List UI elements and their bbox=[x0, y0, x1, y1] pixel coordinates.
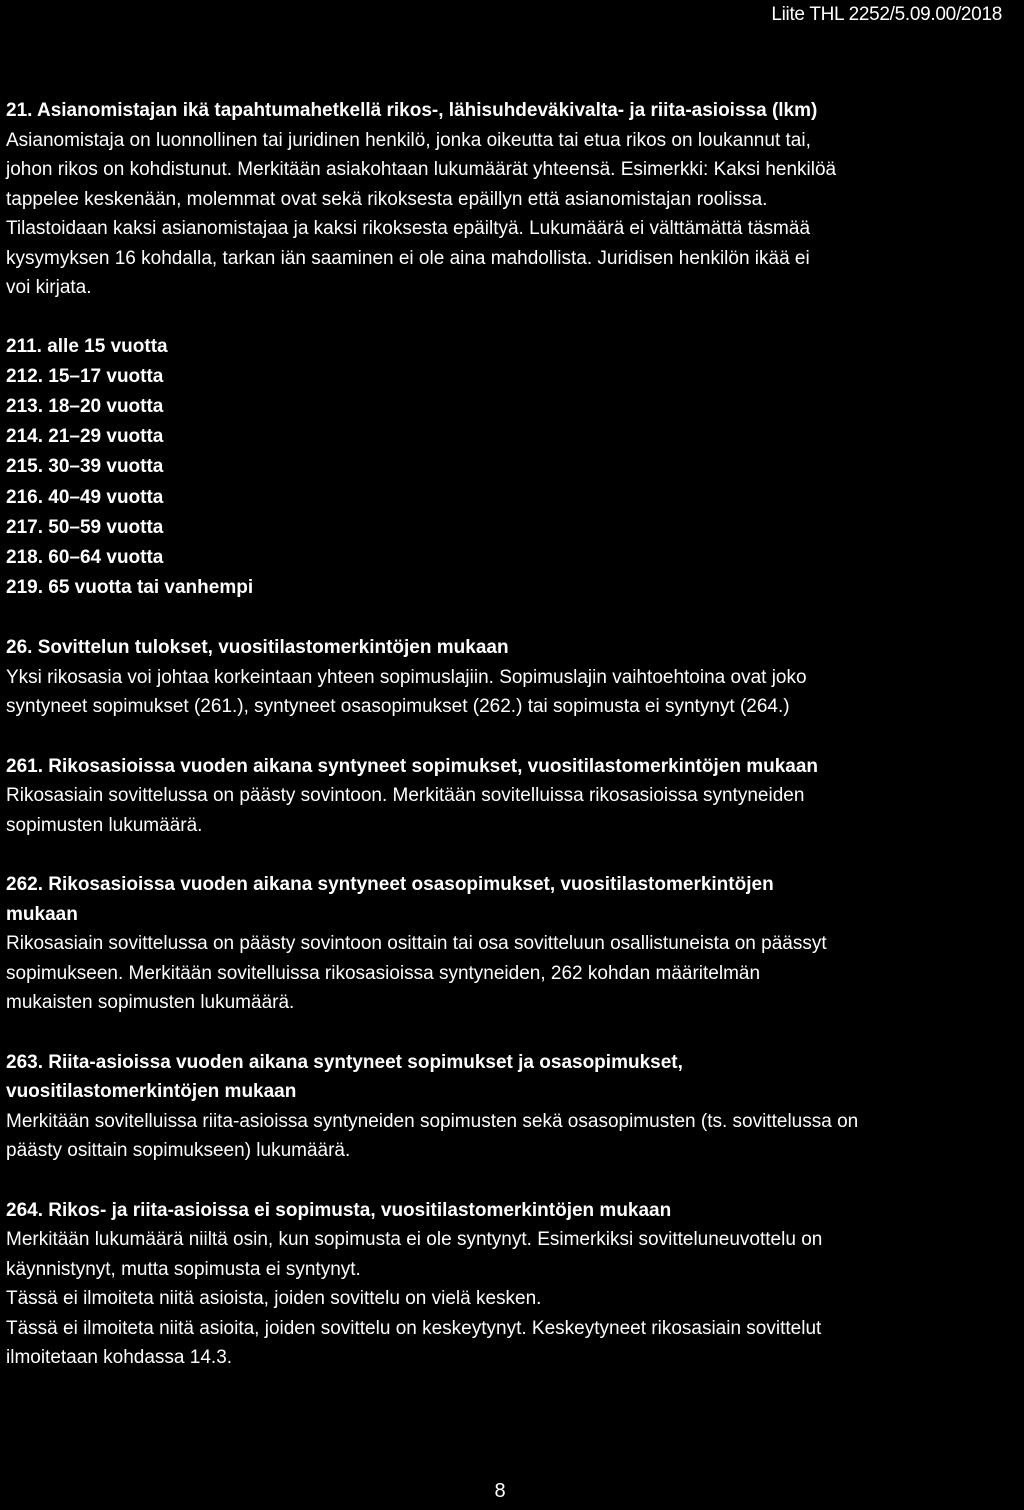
text-line: Asianomistaja on luonnollinen tai juridinen henkilö, jonka oikeutta tai etua rikos on loukannut tai, bbox=[6, 129, 811, 151]
section-262-title bbox=[6, 870, 1020, 929]
text-line: sopimusten lukumäärä. bbox=[6, 814, 203, 836]
section-21-title: 21. Asianomistajan ikä tapahtumahetkellä rikos-, lähisuhdeväkivalta- ja riita-asioissa (lkm) bbox=[6, 100, 818, 121]
text-line: sopimukseen. Merkitään sovitelluissa rikosasioissa syntyneiden, 262 kohdan määritelmän bbox=[6, 962, 761, 984]
list-item: 218. 60–64 vuotta bbox=[6, 546, 164, 568]
list-item: 216. 40–49 vuotta bbox=[6, 486, 164, 508]
list-item: 219. 65 vuotta tai vanhempi bbox=[6, 577, 254, 599]
spacer bbox=[6, 603, 1020, 633]
text-line: tappelee keskenään, molemmat ovat sekä rikoksesta epäillyn että asianomistajan roolissa. bbox=[6, 188, 768, 210]
list-item: 213. 18–20 vuotta bbox=[6, 395, 164, 417]
section-26 bbox=[6, 633, 1020, 722]
list-item: 215. 30–39 vuotta bbox=[6, 456, 164, 478]
text-line: Tässä ei ilmoiteta niitä asioita, joiden sovittelu on keskeytynyt. Keskeytyneet rikosasiain sovittelut bbox=[6, 1317, 822, 1339]
section-264-description bbox=[6, 1225, 1020, 1373]
text-line: Tässä ei ilmoiteta niitä asioista, joiden sovittelu on vielä kesken. bbox=[6, 1288, 542, 1310]
text-line: päästy osittain sopimukseen) lukumäärä. bbox=[6, 1140, 351, 1162]
section-21-description bbox=[6, 126, 1020, 303]
spacer bbox=[6, 722, 1020, 752]
list-item: 211. alle 15 vuotta bbox=[6, 335, 168, 357]
text-line: johon rikos on kohdistunut. Merkitään asiakohtaan lukumäärät yhteensä. Esimerkki: Kaksi henkilöä bbox=[6, 159, 837, 180]
title-line: mukaan bbox=[6, 903, 78, 925]
document-reference: Liite THL 2252/5.09.00/2018 bbox=[771, 4, 1002, 25]
text-line: Tilastoidaan kaksi asianomistajaa ja kaksi rikoksesta epäiltyä. Lukumäärä ei välttämättä täsmää bbox=[6, 218, 811, 239]
section-261-description bbox=[6, 781, 1020, 840]
text-line: käynnistynyt, mutta sopimusta ei syntynyt. bbox=[6, 1258, 361, 1280]
text-line: kysymyksen 16 kohdalla, tarkan iän saaminen ei ole aina mahdollista. Juridisen henkilön ikää ei bbox=[6, 247, 810, 269]
section-263-description bbox=[6, 1107, 1020, 1166]
spacer bbox=[6, 840, 1020, 870]
section-26-title: 26. Sovittelun tulokset, vuositilastomerkintöjen mukaan bbox=[6, 637, 509, 659]
text-line: Yksi rikosasia voi johtaa korkeintaan yhteen sopimuslajiin. Sopimuslajin vaihtoehtoina ovat joko bbox=[6, 666, 807, 688]
list-item: 212. 15–17 vuotta bbox=[6, 365, 164, 387]
title-line: vuositilastomerkintöjen mukaan bbox=[6, 1081, 297, 1103]
section-263 bbox=[6, 1048, 1020, 1166]
section-21 bbox=[6, 96, 1020, 603]
text-line: syntyneet sopimukset (261.), syntyneet osasopimukset (262.) tai sopimusta ei syntynyt (264.) bbox=[6, 696, 790, 718]
page-number: 8 bbox=[494, 1480, 506, 1502]
section-264 bbox=[6, 1196, 1020, 1373]
section-264-title: 264. Rikos- ja riita-asioissa ei sopimusta, vuositilastomerkintöjen mukaan bbox=[6, 1199, 672, 1221]
text-line: Merkitään lukumäärä niiltä osin, kun sopimusta ei ole syntynyt. Esimerkiksi sovitteluneuvottelu on bbox=[6, 1229, 823, 1251]
text-line: Rikosasiain sovittelussa on päästy sovintoon. Merkitään sovitelluissa rikosasioissa syntyneiden bbox=[6, 785, 805, 807]
text-line: mukaisten sopimusten lukumäärä. bbox=[6, 992, 295, 1014]
section-263-title bbox=[6, 1048, 1020, 1107]
text-line: Rikosasiain sovittelussa on päästy sovintoon osittain tai osa sovitteluun osallistuneista on päässyt bbox=[6, 933, 827, 955]
text-line: ilmoitetaan kohdassa 14.3. bbox=[6, 1347, 233, 1369]
section-261 bbox=[6, 752, 1020, 841]
age-category-list bbox=[6, 332, 1020, 604]
text-line: voi kirjata. bbox=[6, 277, 92, 298]
spacer bbox=[6, 1018, 1020, 1048]
section-262 bbox=[6, 870, 1020, 1018]
title-line: 263. Riita-asioissa vuoden aikana syntyneet sopimukset ja osasopimukset, bbox=[6, 1051, 683, 1073]
list-item: 217. 50–59 vuotta bbox=[6, 516, 164, 538]
spacer bbox=[6, 1166, 1020, 1196]
title-line: 262. Rikosasioissa vuoden aikana syntyneet osasopimukset, vuositilastomerkintöjen bbox=[6, 874, 774, 896]
text-line: Merkitään sovitelluissa riita-asioissa syntyneiden sopimusten sekä osasopimusten (ts. sovittelussa on bbox=[6, 1110, 859, 1132]
document-content bbox=[6, 96, 1020, 1373]
section-26-description bbox=[6, 663, 1020, 722]
section-261-title: 261. Rikosasioissa vuoden aikana syntyneet sopimukset, vuositilastomerkintöjen mukaan bbox=[6, 755, 819, 777]
section-262-description bbox=[6, 929, 1020, 1018]
list-item: 214. 21–29 vuotta bbox=[6, 426, 164, 448]
